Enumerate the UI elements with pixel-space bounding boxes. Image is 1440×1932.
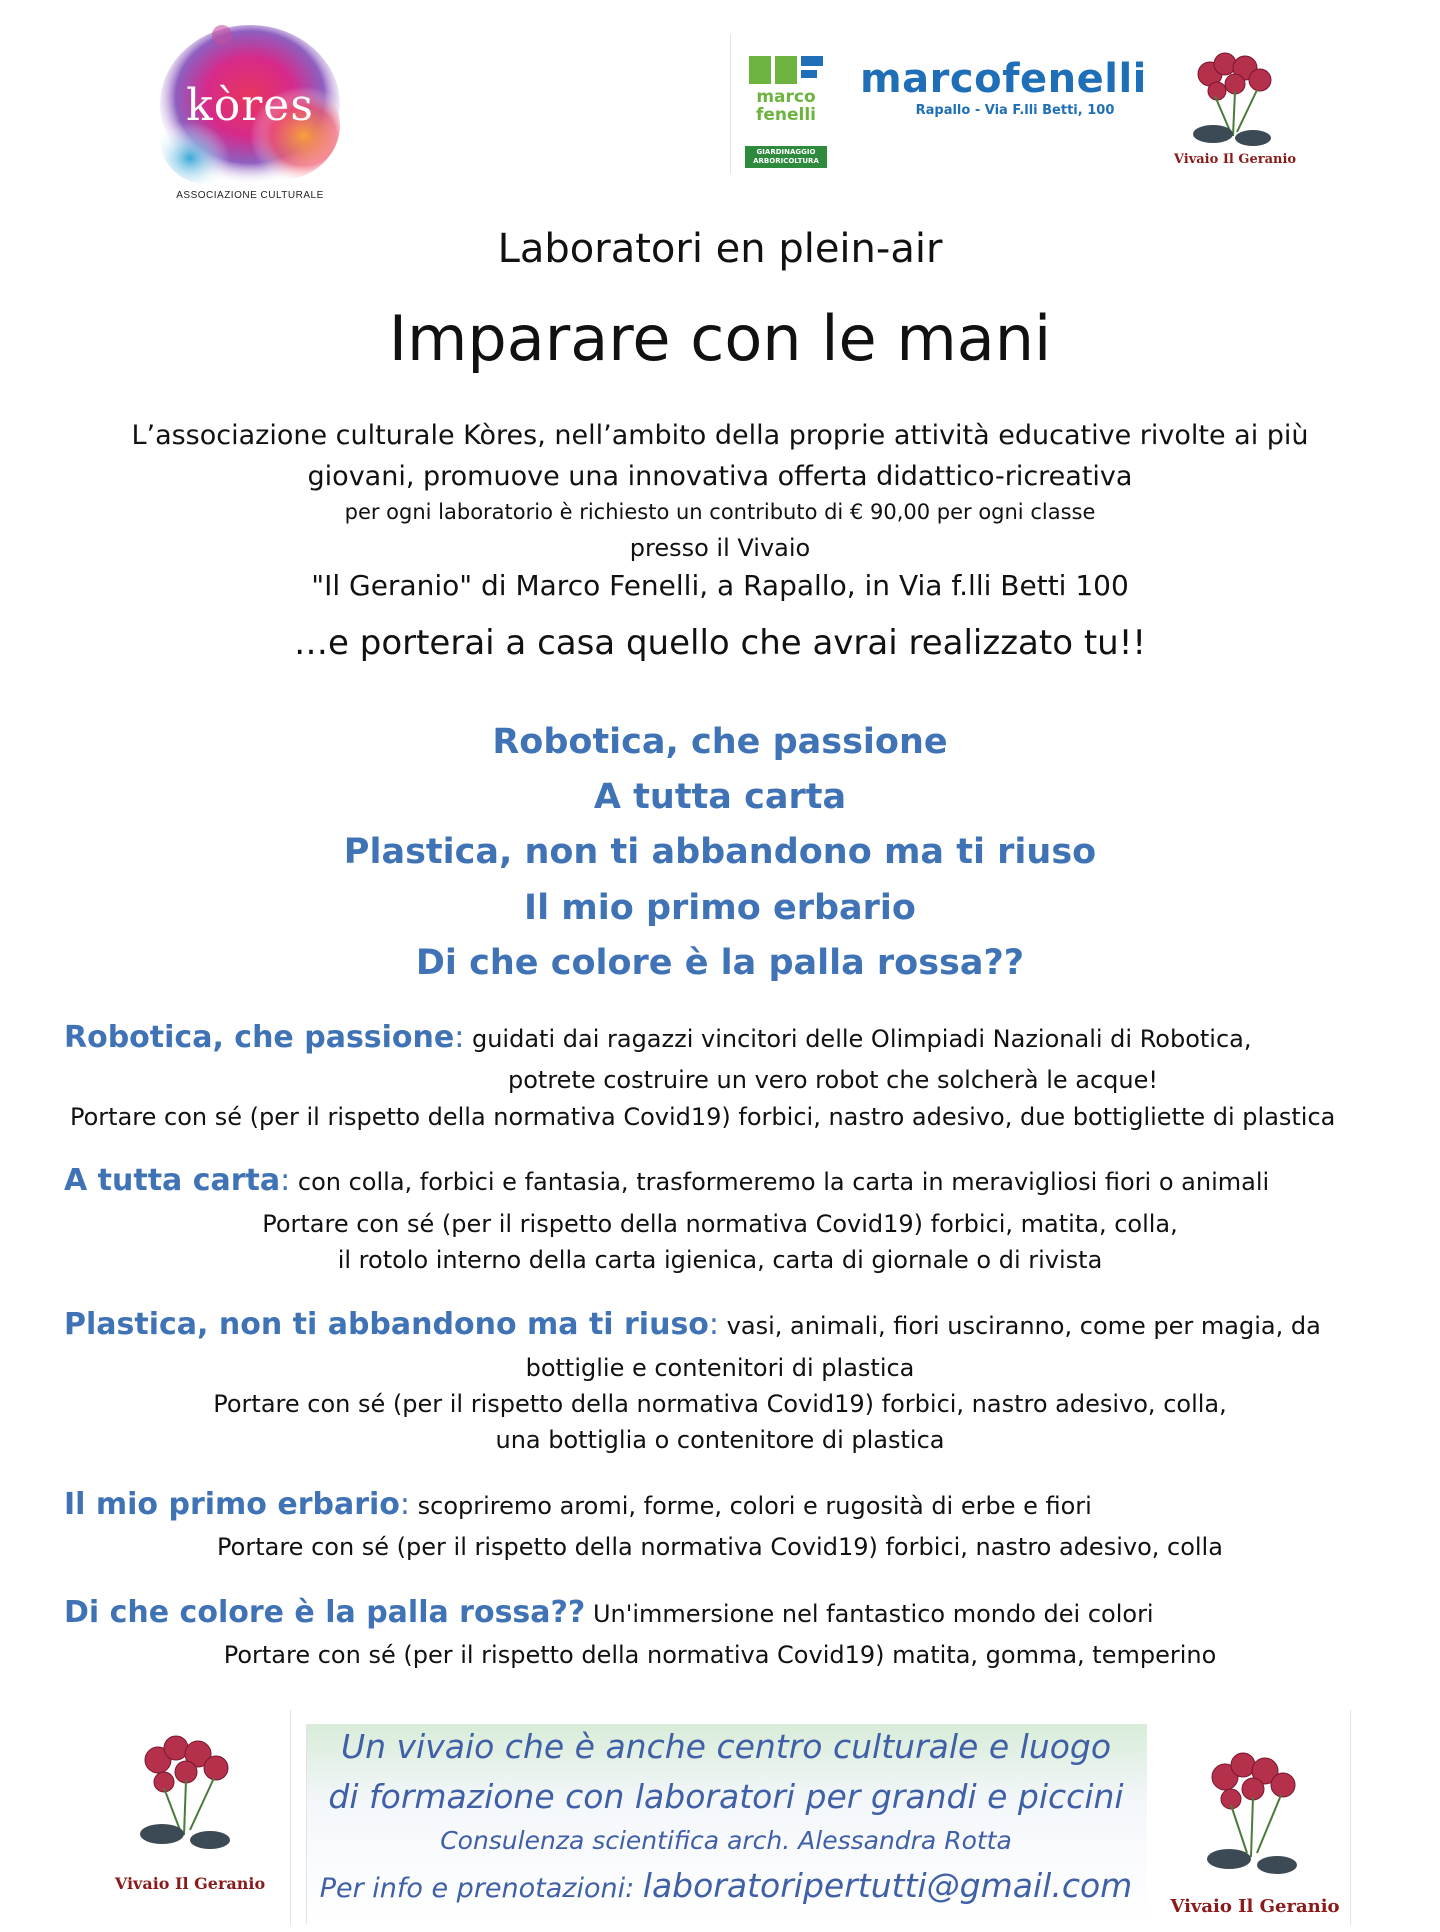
- page-title: Imparare con le mani: [388, 302, 1052, 375]
- detail-carta-heading: [64, 1163, 1269, 1198]
- detail-supplies: Portare con sé (per il rispetto della normativa Covid19) forbici, nastro adesivo, colla: [217, 1533, 1223, 1561]
- badge-line-arboricoltura: ARBORICOLTURA: [753, 157, 819, 165]
- detail-supplies: Portare con sé (per il rispetto della normativa Covid19) forbici, matita, colla,: [262, 1210, 1178, 1238]
- detail-palla-heading: [64, 1595, 1154, 1630]
- workshop-title: A tutta carta: [593, 777, 847, 817]
- footer-credit: Consulenza scientifica arch. Alessandra Rotta: [440, 1826, 1012, 1855]
- intro-line: giovani, promuove una innovativa offerta didattico-ricreativa: [307, 461, 1133, 492]
- detail-separator: :: [454, 1020, 465, 1055]
- venue-address: "Il Geranio" di Marco Fenelli, a Rapallo, in Via f.lli Betti 100: [311, 569, 1129, 602]
- detail-description: con colla, forbici e fantasia, trasformeremo la carta in meravigliosi fiori o animali: [290, 1168, 1270, 1196]
- detail-supplies: una bottiglia o contenitore di plastica: [495, 1426, 945, 1454]
- geranium-flower-icon: [118, 1730, 258, 1860]
- contact-prefix: Per info e prenotazioni:: [319, 1873, 643, 1904]
- price-note: per ogni laboratorio è richiesto un contributo di € 90,00 per ogni classe: [344, 500, 1096, 524]
- intro-line: L’associazione culturale Kòres, nell’ambito della proprie attività educative rivolte ai più: [131, 420, 1309, 451]
- detail-description: scopriremo aromi, forme, colori e rugosità di erbe e fiori: [410, 1492, 1092, 1520]
- detail-line: bottiglie e contenitori di plastica: [525, 1354, 915, 1382]
- geranio-logo-label: Vivaio Il Geranio: [114, 1874, 266, 1893]
- footer-contact: [306, 1866, 1146, 1905]
- detail-line: potrete costruire un vero robot che solcherà le acque!: [508, 1066, 1158, 1094]
- detail-name: Plastica, non ti abbandono ma ti riuso: [64, 1307, 709, 1342]
- detail-separator: :: [708, 1307, 720, 1342]
- detail-supplies: Portare con sé (per il rispetto della normativa Covid19) forbici, nastro adesivo, due bottigliette di plastica: [70, 1103, 1336, 1131]
- detail-robotica-heading: [64, 1020, 1252, 1055]
- detail-separator: :: [280, 1163, 291, 1198]
- detail-separator: :: [399, 1487, 411, 1522]
- detail-name: Il mio primo erbario: [64, 1487, 400, 1522]
- geranio-logo-label: Vivaio Il Geranio: [1173, 152, 1297, 167]
- geranio-logo-label: Vivaio Il Geranio: [1170, 1896, 1340, 1917]
- detail-description: guidati dai ragazzi vincitori delle Olimpiadi Nazionali di Robotica,: [464, 1025, 1252, 1053]
- workshop-title: Il mio primo erbario: [524, 888, 916, 928]
- kores-subtitle: ASSOCIAZIONE CULTURALE: [176, 190, 324, 201]
- detail-description: Un'immersione nel fantastico mondo dei colori: [585, 1600, 1154, 1628]
- geranium-flower-icon: [1175, 46, 1295, 156]
- detail-erbario-heading: [64, 1487, 1092, 1522]
- detail-name: Di che colore è la palla rossa??: [64, 1595, 586, 1630]
- footer-line: Un vivaio che è anche centro culturale e luogo: [340, 1727, 1112, 1766]
- page-subtitle: Laboratori en plein-air: [497, 226, 943, 272]
- marco-fenelli-address: Rapallo - Via F.lli Betti, 100: [915, 103, 1115, 118]
- workshop-title: Di che colore è la palla rossa??: [415, 943, 1025, 983]
- marco-fenelli-brand: marcofenelli: [860, 56, 1147, 102]
- marco-fenelli-badge: [745, 52, 827, 168]
- detail-supplies: Portare con sé (per il rispetto della normativa Covid19) forbici, nastro adesivo, colla,: [213, 1390, 1227, 1418]
- footer-divider: [1350, 1710, 1351, 1925]
- badge-line-fenelli: fenelli: [755, 105, 817, 125]
- detail-name: A tutta carta: [64, 1163, 281, 1198]
- badge-line-giardinaggio: GIARDINAGGIO: [756, 148, 816, 156]
- geranium-flower-icon: [1185, 1745, 1325, 1885]
- detail-supplies: il rotolo interno della carta igienica, carta di giornale o di rivista: [337, 1246, 1103, 1274]
- footer-divider: [290, 1710, 291, 1925]
- workshop-title: Plastica, non ti abbandono ma ti riuso: [343, 832, 1097, 872]
- detail-plastica-heading: [64, 1307, 1321, 1342]
- detail-supplies: Portare con sé (per il rispetto della normativa Covid19) matita, gomma, temperino: [223, 1641, 1217, 1669]
- tagline: …e porterai a casa quello che avrai realizzato tu!!: [294, 623, 1146, 663]
- contact-email-link[interactable]: laboratoripertutti@gmail.com: [642, 1866, 1133, 1905]
- detail-description: vasi, animali, fiori usciranno, come per magia, da: [719, 1312, 1321, 1340]
- badge-line-marco: marco: [756, 87, 816, 107]
- workshop-title: Robotica, che passione: [492, 722, 948, 762]
- venue-line: presso il Vivaio: [629, 534, 811, 562]
- detail-name: Robotica, che passione: [64, 1020, 455, 1055]
- kores-logo-text: kòres: [186, 80, 314, 131]
- footer-line: di formazione con laboratori per grandi e piccini: [328, 1777, 1124, 1816]
